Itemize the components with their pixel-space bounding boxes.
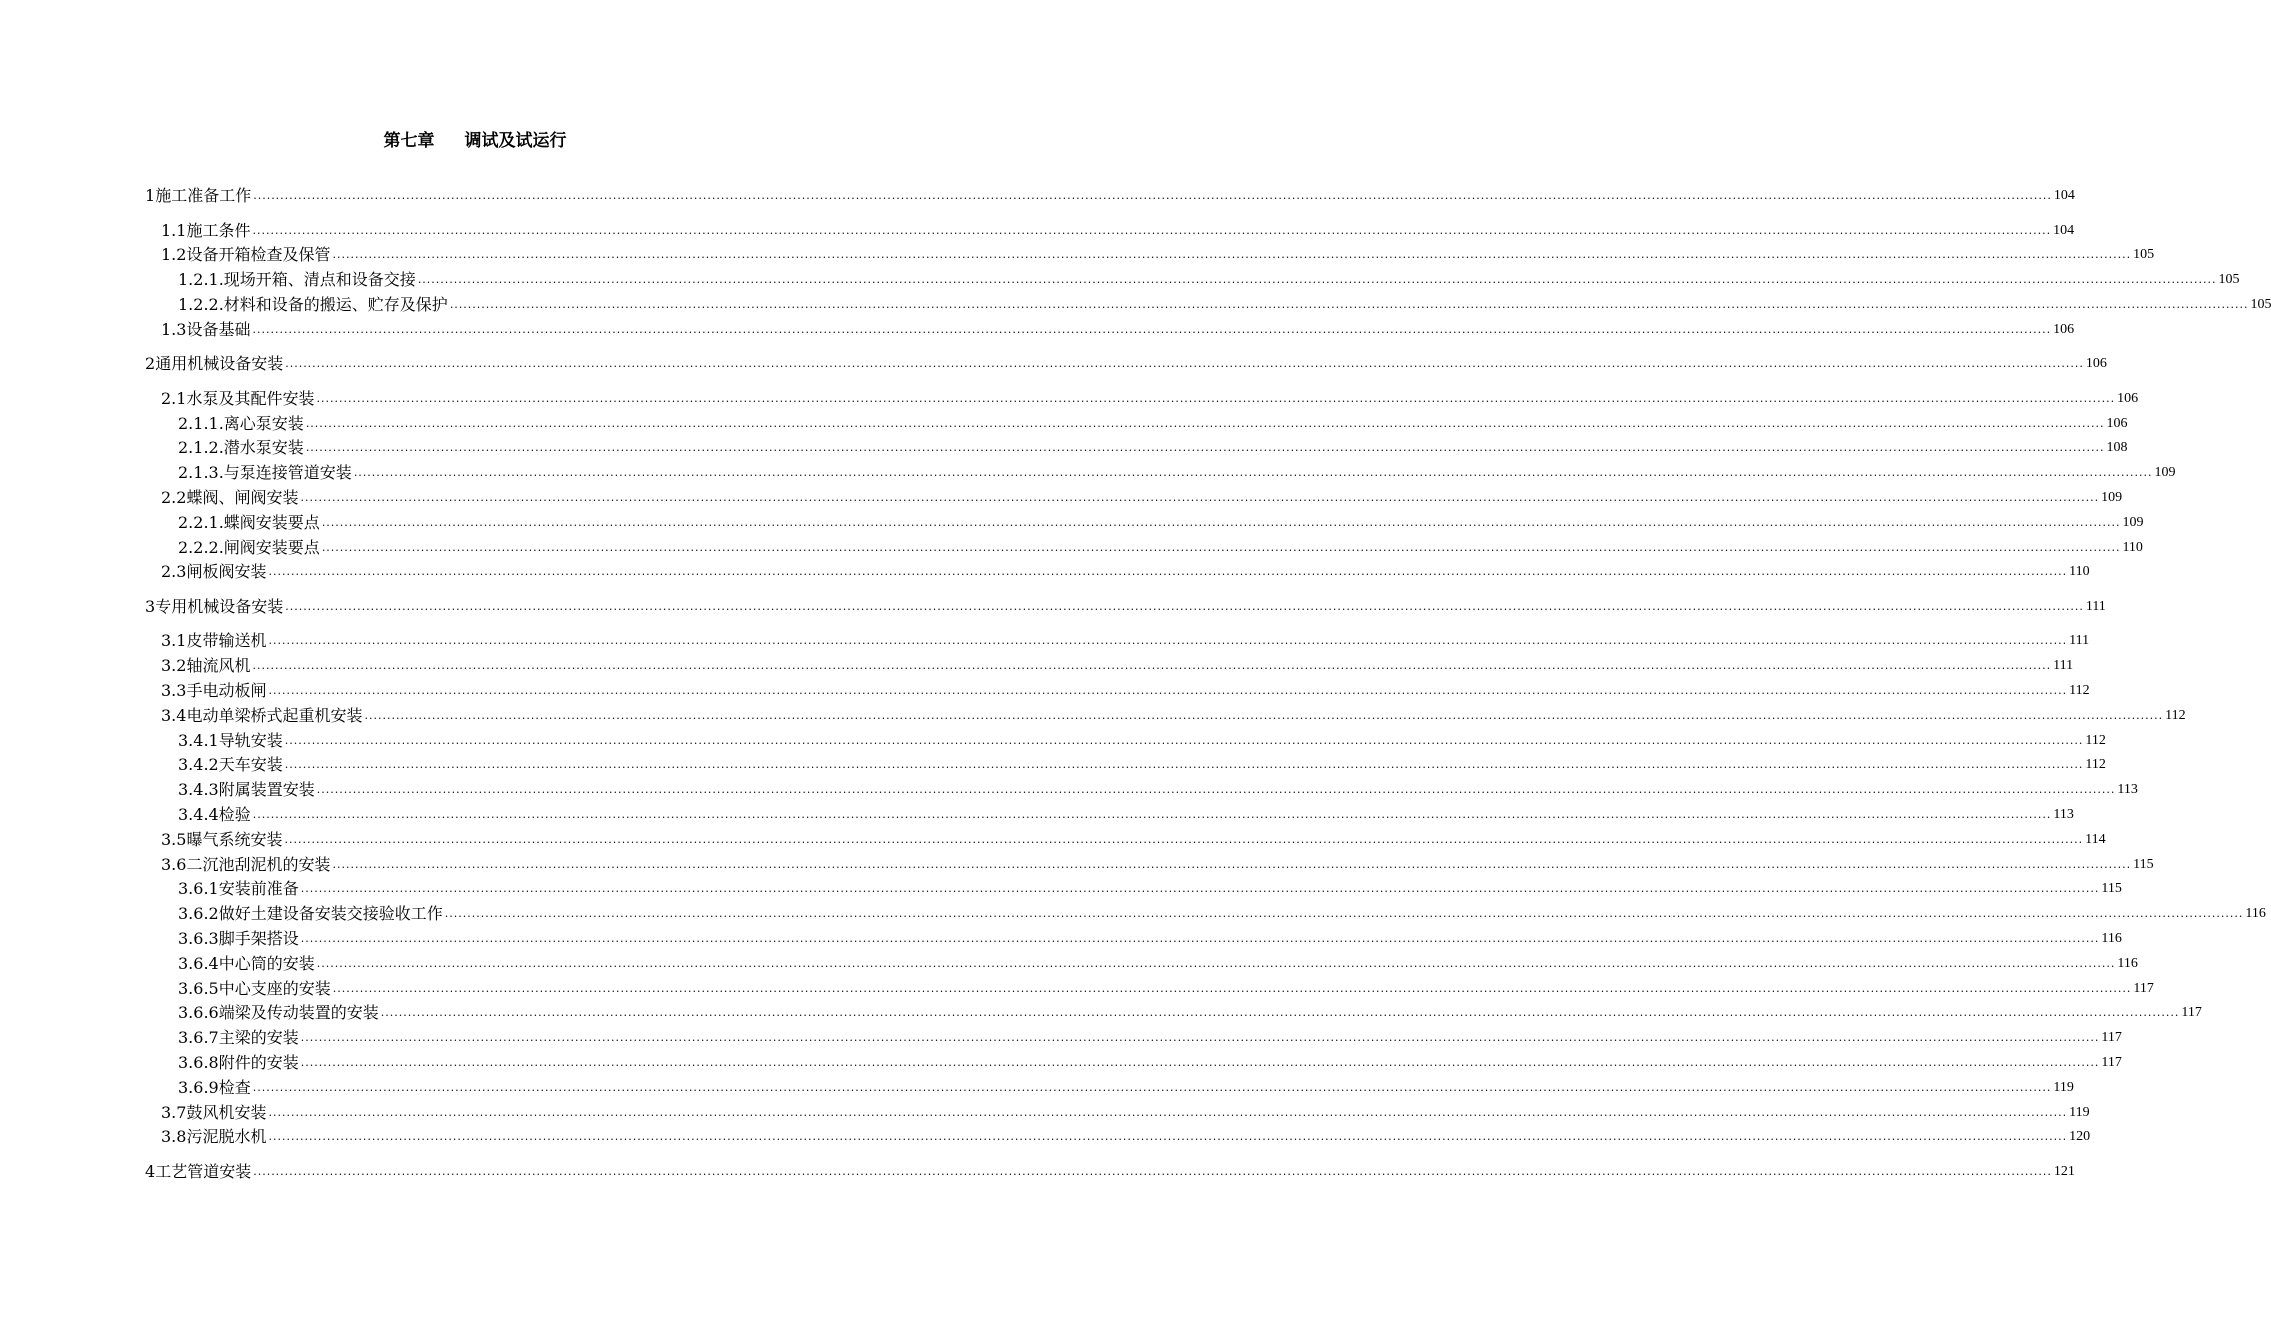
toc-entry-label: 闸板阀安装: [186, 562, 267, 582]
dot-leader: ................................................................................................................................................................................................................................................................................................................................................................................................................: [316, 391, 2116, 405]
dot-leader: ................................................................................................................................................................................................................................................................................................................................................................................................................: [332, 248, 2132, 262]
dot-leader: ................................................................................................................................................................................................................................................................................................................................................................................................................: [252, 659, 2052, 673]
toc-entry[interactable]: [0, 413, 2128, 435]
dot-leader: ................................................................................................................................................................................................................................................................................................................................................................................................................: [364, 708, 2164, 722]
toc-entry-label: 污泥脱水机: [186, 1127, 267, 1147]
toc-entry-number: 2.1: [161, 388, 187, 408]
toc-entry-number: 1: [145, 186, 156, 205]
toc-entry-label: 鼓风机安装: [186, 1102, 267, 1122]
toc-entry-label: 施工条件: [186, 220, 251, 240]
toc-entry-number: 3.7: [161, 1102, 187, 1122]
toc-entry[interactable]: [0, 1161, 2075, 1183]
toc-entry[interactable]: [0, 903, 2266, 925]
toc-entry[interactable]: [0, 928, 2122, 950]
toc-entry[interactable]: [0, 437, 2128, 459]
dot-leader: ................................................................................................................................................................................................................................................................................................................................................................................................................: [300, 490, 2100, 504]
dot-leader: ................................................................................................................................................................................................................................................................................................................................................................................................................: [284, 758, 2084, 772]
toc-entry[interactable]: [0, 1027, 2122, 1049]
toc-entry-page: 113: [2117, 782, 2138, 798]
toc-entry-number: 2.3: [161, 562, 187, 582]
toc-entry-page: 111: [2053, 658, 2074, 674]
toc-entry-page: 105: [2133, 247, 2155, 263]
toc-entry[interactable]: [0, 220, 2075, 242]
dot-leader: ................................................................................................................................................................................................................................................................................................................................................................................................................: [253, 1164, 2052, 1178]
dot-leader: ................................................................................................................................................................................................................................................................................................................................................................................................................: [316, 783, 2116, 797]
toc-entry-label: 做好土建设备安装交接验收工作: [218, 904, 443, 924]
toc-entry-number: 2.2.1.: [178, 512, 224, 532]
toc-entry-number: 3.4.3: [178, 780, 219, 800]
toc-entry[interactable]: [0, 804, 2074, 826]
toc-entry[interactable]: [0, 1052, 2122, 1074]
toc-entry-number: 3.6.5: [178, 978, 219, 998]
toc-entry-label: 设备开箱检查及保管: [186, 245, 331, 265]
toc-entry-page: 106: [2053, 321, 2075, 337]
toc-entry[interactable]: [0, 779, 2138, 801]
dot-leader: ................................................................................................................................................................................................................................................................................................................................................................................................................: [305, 416, 2105, 430]
toc-entry-label: 皮带输送机: [186, 631, 267, 651]
toc-entry-label: 脚手架搭设: [218, 928, 299, 948]
dot-leader: ................................................................................................................................................................................................................................................................................................................................................................................................................: [300, 931, 2100, 945]
toc-entry[interactable]: [0, 512, 2144, 534]
toc-entry-number: 3.5: [161, 829, 187, 849]
toc-entry-label: 现场开箱、清点和设备交接: [223, 270, 416, 290]
toc-entry-page: 106: [2085, 356, 2107, 372]
toc-entry[interactable]: [0, 1077, 2074, 1099]
toc-entry-number: 3.6.7: [178, 1028, 219, 1048]
toc-entry-number: 3.4.4: [178, 804, 219, 824]
toc-entry[interactable]: [0, 655, 2074, 677]
toc-entry-label: 潜水泵安装: [223, 438, 304, 458]
toc-entry-page: 105: [2250, 296, 2271, 312]
dot-leader: ................................................................................................................................................................................................................................................................................................................................................................................................................: [316, 956, 2116, 970]
dot-leader: ................................................................................................................................................................................................................................................................................................................................................................................................................: [252, 1080, 2052, 1094]
toc-entry-page: 110: [2069, 564, 2090, 580]
chapter-name: 调试及试运行: [464, 131, 567, 151]
toc-entry-number: 3.6: [161, 854, 187, 874]
toc-entry-label: 中心支座的安装: [218, 978, 331, 998]
toc-entry-number: 3.6.2: [178, 904, 219, 924]
toc-entry-number: 2.1.3.: [178, 463, 224, 483]
toc-entry-page: 112: [2085, 732, 2106, 748]
toc-entry-number: 2.1.2.: [178, 438, 224, 458]
dot-leader: ................................................................................................................................................................................................................................................................................................................................................................................................................: [305, 441, 2105, 455]
toc-entry-label: 离心泵安装: [223, 413, 304, 433]
toc-entry-label: 闸阀安装要点: [223, 537, 320, 557]
toc-entry-page: 115: [2101, 881, 2122, 897]
toc-entry-number: 3.6.6: [178, 1003, 219, 1023]
toc-entry-label: 材料和设备的搬运、贮存及保护: [223, 294, 448, 314]
toc-entry-page: 117: [2101, 1054, 2122, 1070]
dot-leader: ................................................................................................................................................................................................................................................................................................................................................................................................................: [252, 807, 2052, 821]
chapter-number: 第七章: [383, 131, 435, 151]
toc-entry-number: 2.1.1.: [178, 413, 224, 433]
toc-entry-page: 115: [2133, 856, 2154, 872]
dot-leader: ................................................................................................................................................................................................................................................................................................................................................................................................................: [252, 223, 2052, 237]
dot-leader: ................................................................................................................................................................................................................................................................................................................................................................................................................: [444, 907, 2244, 921]
toc-entry-label: 检查: [218, 1077, 251, 1097]
toc-entry-label: 附属装置安装: [218, 780, 315, 800]
dot-leader: ................................................................................................................................................................................................................................................................................................................................................................................................................: [285, 357, 2084, 371]
dot-leader: ................................................................................................................................................................................................................................................................................................................................................................................................................: [284, 832, 2084, 846]
toc-entry-number: 1.1: [161, 220, 187, 240]
toc-entry-number: 1.2.1.: [178, 270, 224, 290]
toc-entry-number: 3.6.9: [178, 1077, 219, 1097]
dot-leader: ................................................................................................................................................................................................................................................................................................................................................................................................................: [253, 189, 2052, 202]
toc-entry-label: 蝶阀安装要点: [223, 512, 320, 532]
toc-entry[interactable]: [0, 294, 2271, 316]
toc-entry-number: 3.3: [161, 680, 187, 700]
dot-leader: ................................................................................................................................................................................................................................................................................................................................................................................................................: [300, 1031, 2100, 1045]
dot-leader: ................................................................................................................................................................................................................................................................................................................................................................................................................: [268, 634, 2068, 648]
toc-entry-page: 116: [2245, 906, 2266, 922]
toc-entry-page: 105: [2218, 272, 2240, 288]
toc-entry-label: 专用机械设备安装: [155, 596, 284, 616]
dot-leader: ................................................................................................................................................................................................................................................................................................................................................................................................................: [268, 1105, 2068, 1119]
toc-entry[interactable]: [0, 878, 2122, 900]
dot-leader: ................................................................................................................................................................................................................................................................................................................................................................................................................: [268, 565, 2068, 579]
toc-entry-page: 121: [2053, 1163, 2075, 1179]
toc-entry-number: 3.1: [161, 631, 187, 651]
toc-entry[interactable]: [0, 829, 2106, 851]
toc-entry[interactable]: [0, 953, 2138, 975]
toc-entry-label: 通用机械设备安装: [155, 354, 284, 374]
toc-entry-number: 3.8: [161, 1127, 187, 1147]
toc-entry[interactable]: [0, 754, 2106, 776]
toc-entry-number: 3.6.3: [178, 928, 219, 948]
toc-entry-label: 手电动板闸: [186, 680, 267, 700]
toc-entry-label: 天车安装: [218, 755, 283, 775]
toc-entry-label: 施工准备工作: [155, 186, 252, 205]
toc-entry[interactable]: [0, 596, 2106, 618]
toc-entry-number: 2.2.2.: [178, 537, 224, 557]
toc-entry[interactable]: [0, 854, 2154, 876]
toc-entry-label: 水泵及其配件安装: [186, 388, 315, 408]
dot-leader: ................................................................................................................................................................................................................................................................................................................................................................................................................: [380, 1006, 2180, 1020]
toc-entry-page: 116: [2117, 955, 2138, 971]
toc-entry-label: 设备基础: [186, 319, 251, 339]
toc-entry-number: 1.2: [161, 245, 187, 265]
toc-entry[interactable]: [0, 561, 2090, 583]
dot-leader: ................................................................................................................................................................................................................................................................................................................................................................................................................: [285, 599, 2084, 613]
toc-entry[interactable]: [0, 244, 2155, 266]
toc-entry-page: 106: [2117, 390, 2139, 406]
toc-entry-page: 112: [2165, 707, 2186, 723]
dot-leader: ................................................................................................................................................................................................................................................................................................................................................................................................................: [268, 683, 2068, 697]
toc-entry[interactable]: [0, 978, 2154, 1000]
dot-leader: ................................................................................................................................................................................................................................................................................................................................................................................................................: [353, 466, 2153, 480]
dot-leader: ................................................................................................................................................................................................................................................................................................................................................................................................................: [321, 515, 2121, 529]
toc-entry-page: 120: [2069, 1129, 2091, 1145]
toc-entry[interactable]: [0, 680, 2090, 702]
toc-entry-page: 109: [2122, 514, 2144, 530]
toc-entry-number: 1.3: [161, 319, 187, 339]
toc-entry-number: 3.4.1: [178, 730, 219, 750]
toc-entry-label: 工艺管道安装: [155, 1161, 252, 1181]
toc-entry-number: 3: [145, 596, 156, 616]
toc-entry-label: 导轨安装: [218, 730, 283, 750]
toc-entry-label: 中心筒的安装: [218, 953, 315, 973]
toc-entry[interactable]: [0, 630, 2090, 652]
toc-entry-label: 安装前准备: [218, 879, 299, 899]
toc-entry-page: 113: [2053, 806, 2074, 822]
toc-entry[interactable]: [0, 1002, 2202, 1024]
toc-entry-page: 104: [2053, 222, 2075, 238]
toc-entry-page: 104: [2053, 188, 2075, 203]
toc-entry[interactable]: [0, 319, 2075, 341]
toc-entry[interactable]: [0, 269, 2240, 291]
toc-entry[interactable]: [0, 353, 2107, 375]
dot-leader: ................................................................................................................................................................................................................................................................................................................................................................................................................: [332, 857, 2132, 871]
toc-entry-page: 117: [2181, 1005, 2202, 1021]
toc-entry-label: 二沉池刮泥机的安装: [186, 854, 331, 874]
toc-entry-number: 2.2: [161, 487, 187, 507]
toc-entry-page: 117: [2133, 980, 2154, 996]
toc-entry[interactable]: [0, 1102, 2090, 1124]
toc-entry-page: 112: [2085, 757, 2106, 773]
toc-entry-number: 3.6.1: [178, 879, 219, 899]
toc-entry[interactable]: [0, 388, 2139, 410]
dot-leader: ................................................................................................................................................................................................................................................................................................................................................................................................................: [449, 297, 2249, 311]
toc-entry-label: 与泵连接管道安装: [223, 463, 352, 483]
toc-entry-page: 109: [2154, 465, 2176, 481]
dot-leader: ................................................................................................................................................................................................................................................................................................................................................................................................................: [321, 540, 2121, 554]
toc-entry[interactable]: [0, 537, 2143, 559]
toc-entry-number: 3.2: [161, 656, 187, 676]
toc-entry[interactable]: [0, 705, 2186, 727]
toc-entry-label: 附件的安装: [218, 1052, 299, 1072]
toc-entry-label: 检验: [218, 804, 251, 824]
toc-entry-page: 109: [2101, 489, 2123, 505]
toc-entry-page: 106: [2106, 415, 2128, 431]
toc-entry-page: 108: [2106, 440, 2128, 456]
toc-entry-number: 4: [145, 1161, 156, 1181]
dot-leader: ................................................................................................................................................................................................................................................................................................................................................................................................................: [252, 322, 2052, 336]
toc-entry-page: 112: [2069, 682, 2090, 698]
toc-entry[interactable]: [0, 730, 2106, 752]
toc-entry[interactable]: [0, 185, 2075, 207]
dot-leader: ................................................................................................................................................................................................................................................................................................................................................................................................................: [300, 1055, 2100, 1069]
dot-leader: ................................................................................................................................................................................................................................................................................................................................................................................................................: [284, 733, 2084, 747]
toc-entry-number: 3.4: [161, 705, 187, 725]
toc-entry-number: 1.2.2.: [178, 294, 224, 314]
toc-entry-number: 2: [145, 354, 156, 374]
toc-entry-page: 111: [2085, 598, 2106, 614]
dot-leader: ................................................................................................................................................................................................................................................................................................................................................................................................................: [417, 273, 2217, 287]
toc-entry-page: 117: [2101, 1030, 2122, 1046]
toc-entry-number: 3.4.2: [178, 755, 219, 775]
toc-entry-label: 曝气系统安装: [186, 829, 283, 849]
toc-entry-number: 3.6.8: [178, 1052, 219, 1072]
toc-entry-page: 119: [2053, 1079, 2074, 1095]
dot-leader: ................................................................................................................................................................................................................................................................................................................................................................................................................: [332, 981, 2132, 995]
toc-entry[interactable]: [0, 462, 2176, 484]
toc-entry[interactable]: [0, 1126, 2091, 1148]
toc-entry[interactable]: [0, 487, 2123, 509]
toc-entry-page: 111: [2069, 633, 2090, 649]
toc-entry-label: 电动单梁桥式起重机安装: [186, 705, 363, 725]
toc-entry-number: 3.6.4: [178, 953, 219, 973]
toc-entry-page: 114: [2085, 831, 2106, 847]
dot-leader: ................................................................................................................................................................................................................................................................................................................................................................................................................: [300, 882, 2100, 896]
toc-entry-label: 主梁的安装: [218, 1028, 299, 1048]
chapter-title: [0, 126, 950, 151]
toc-entry-page: 110: [2122, 539, 2143, 555]
toc-entry-page: 119: [2069, 1104, 2090, 1120]
dot-leader: ................................................................................................................................................................................................................................................................................................................................................................................................................: [268, 1130, 2068, 1144]
toc-entry-label: 蝶阀、闸阀安装: [186, 487, 299, 507]
toc-entry-page: 116: [2101, 930, 2122, 946]
toc-entry-label: 轴流风机: [186, 656, 251, 676]
toc-entry-label: 端梁及传动装置的安装: [218, 1003, 379, 1023]
